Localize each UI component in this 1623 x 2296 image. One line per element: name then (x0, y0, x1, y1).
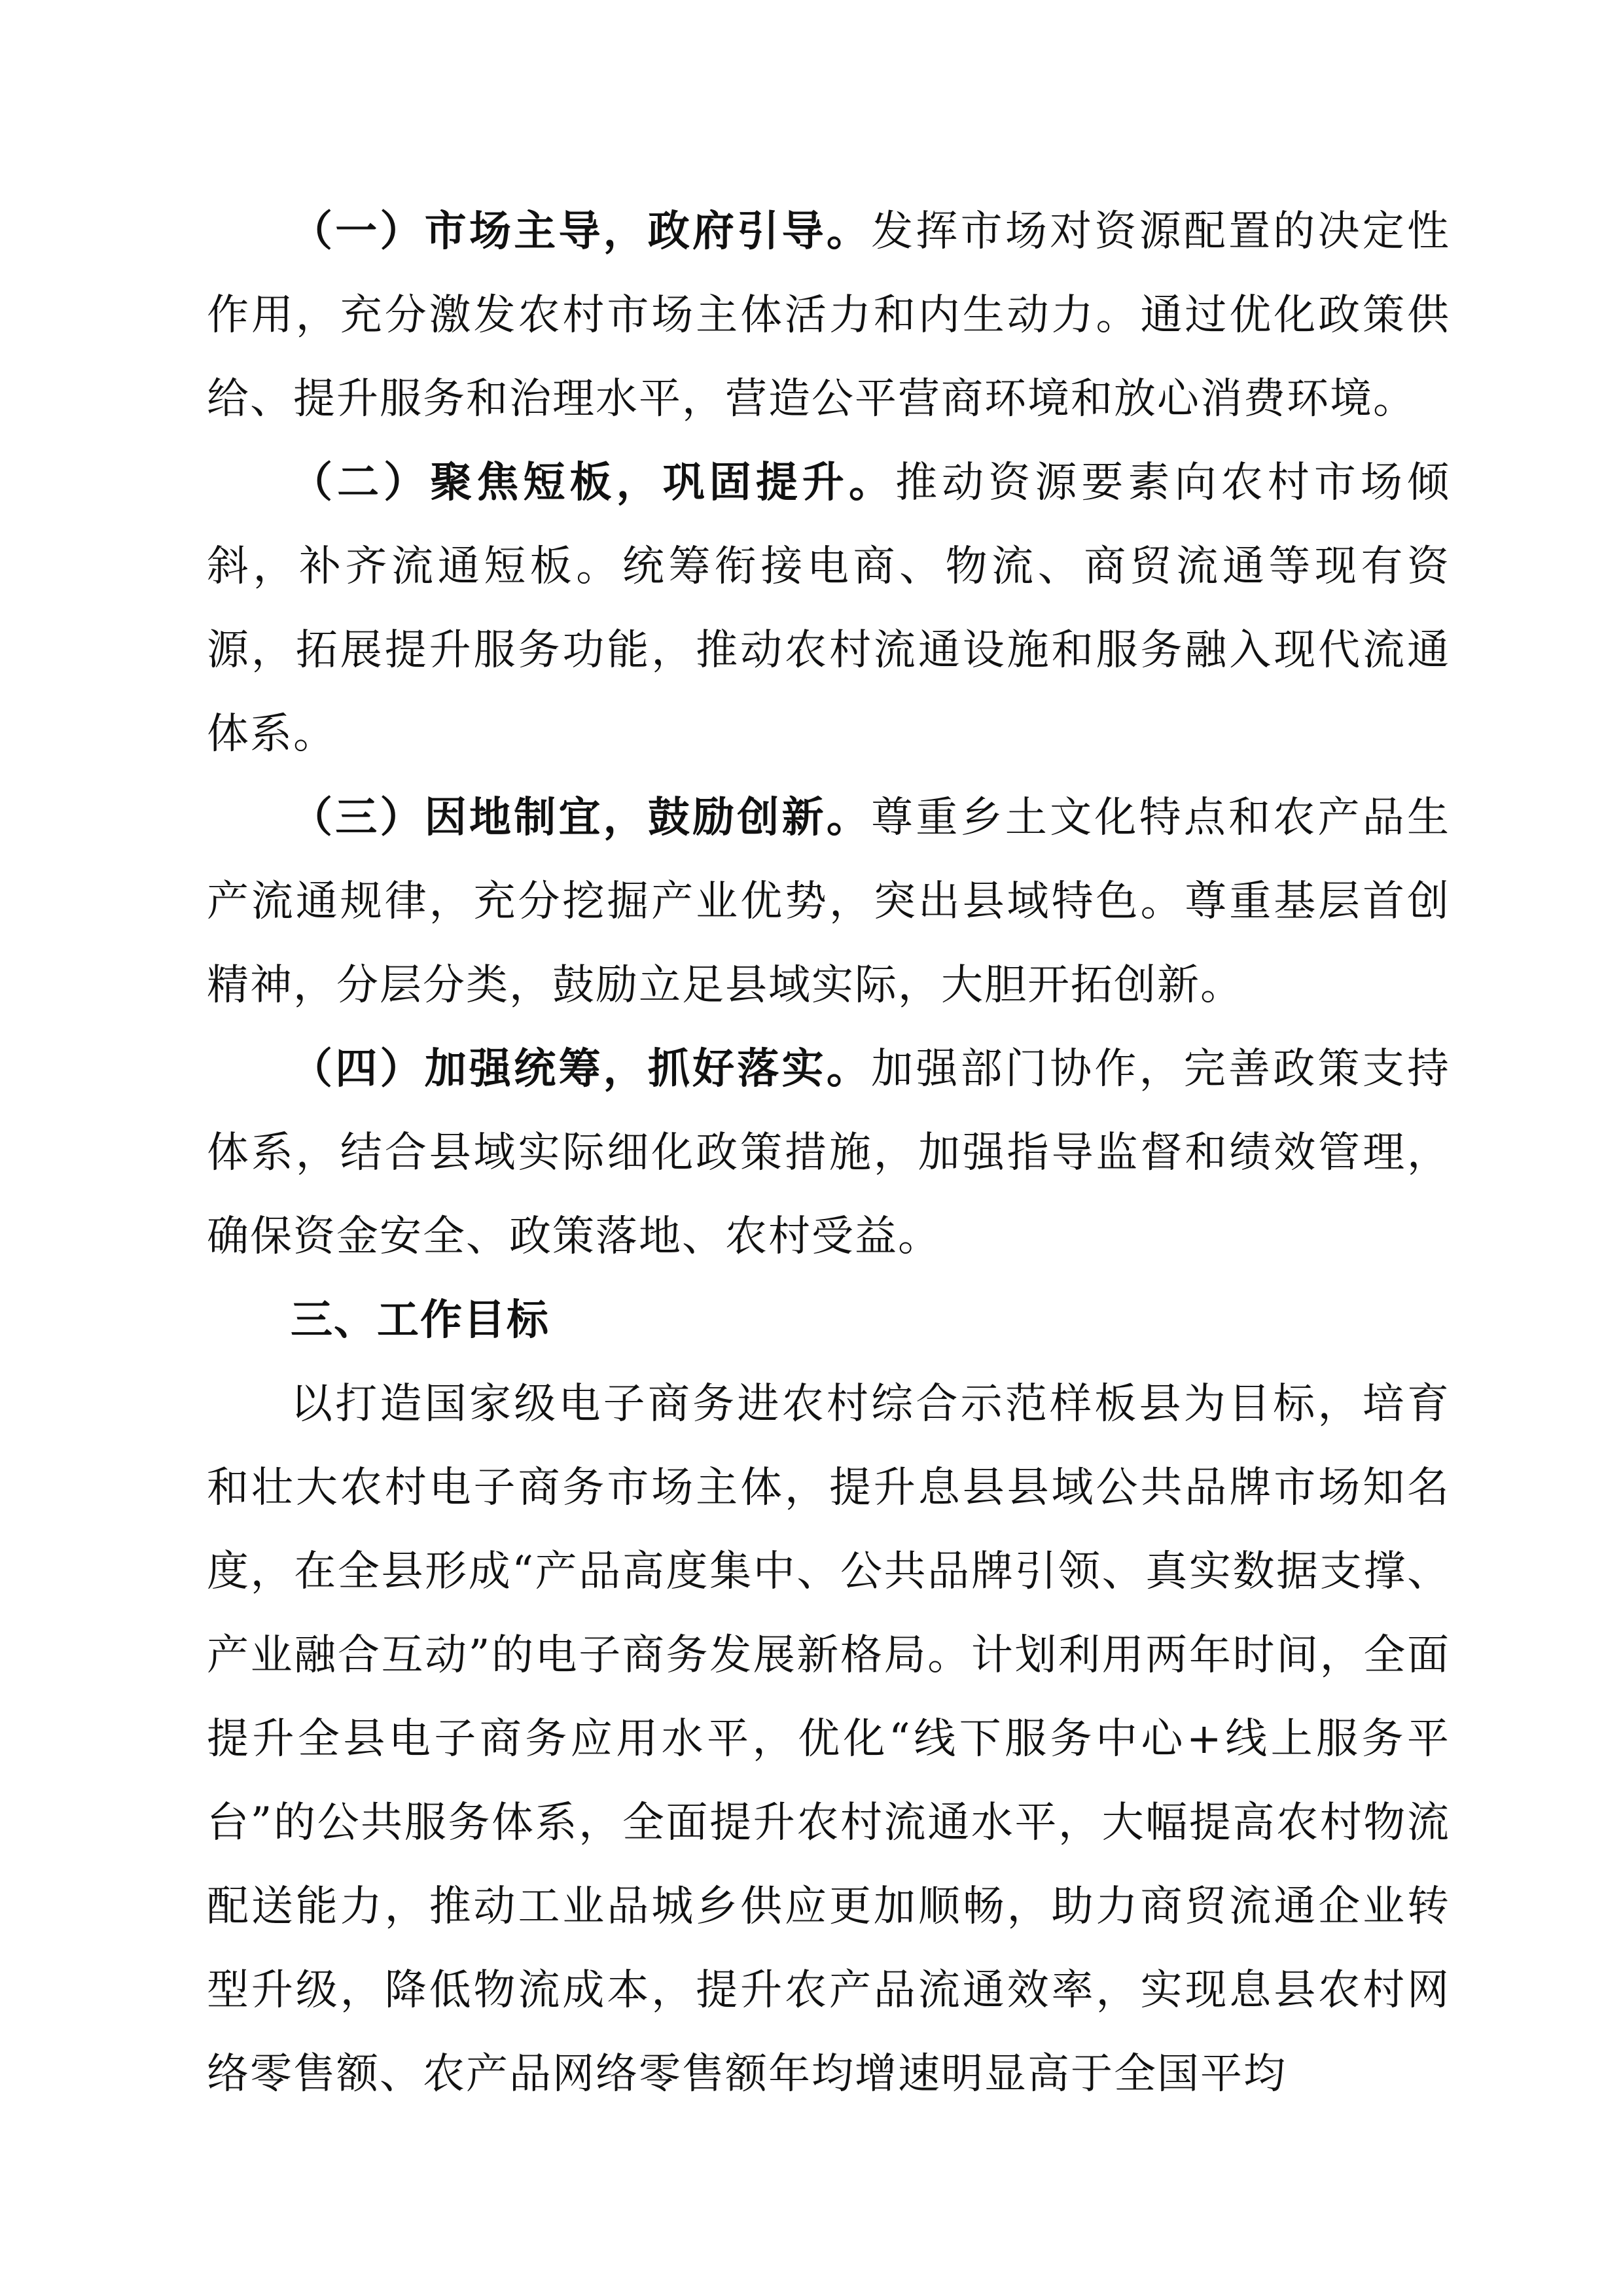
principle-paragraph-4 (207, 1027, 1450, 1279)
principle-paragraph-1 (207, 190, 1450, 441)
principle-body-1: 发挥市场对资源配置的决定性作用，充分激发农村市场主体活力和内生动力。通过优化政策供给、提升服务和治理水平，营造公平营商环境和放心消费环境。 (207, 207, 1451, 423)
principle-lead-4: （四）加强统筹，抓好落实。 (291, 1045, 872, 1093)
principle-lead-2: （二）聚焦短板，巩固提升。 (291, 459, 896, 507)
goal-paragraph: 以打造国家级电子商务进农村综合示范样板县为目标，培育和壮大农村电子商务市场主体，提升息县县域公共品牌市场知名度，在全县形成“产品高度集中、公共品牌引领、真实数据支撑、产业融合互动”的电子商务发展新格局。计划利用两年时间，全面提升全县电子商务应用水平，优化“线下服务中心+线上服务平台”的公共服务体系，全面提升农村流通水平，大幅提高农村物流配送能力，推动工业品城乡供应更加顺畅，助力商贸流通企业转型升级，降低物流成本，提升农产品流通效率，实现息县农村网络零售额、农产品网络零售额年均增速明显高于全国平均 (207, 1380, 1450, 2098)
section-heading: 三、工作目标 (291, 1296, 550, 1345)
principle-lead-3: （三）因地制宜，鼓励创新。 (291, 794, 872, 842)
principle-body-4: 加强部门协作，完善政策支持体系，结合县域实际细化政策措施，加强指导监督和绩效管理，确保资金安全、政策落地、农村受益。 (207, 1045, 1451, 1261)
document-body (207, 190, 1450, 2116)
principle-paragraph-3 (207, 776, 1450, 1027)
principle-lead-1: （一）市场主导，政府引导。 (291, 207, 872, 256)
principle-paragraph-2 (207, 441, 1450, 776)
principle-body-2: 推动资源要素向农村市场倾斜，补齐流通短板。统筹衔接电商、物流、商贸流通等现有资源，拓展提升服务功能，推动农村流通设施和服务融入现代流通体系。 (207, 459, 1451, 758)
principle-body-3: 尊重乡土文化特点和农产品生产流通规律，充分挖掘产业优势，突出县域特色。尊重基层首创精神，分层分类，鼓励立足县域实际，大胆开拓创新。 (207, 794, 1451, 1010)
